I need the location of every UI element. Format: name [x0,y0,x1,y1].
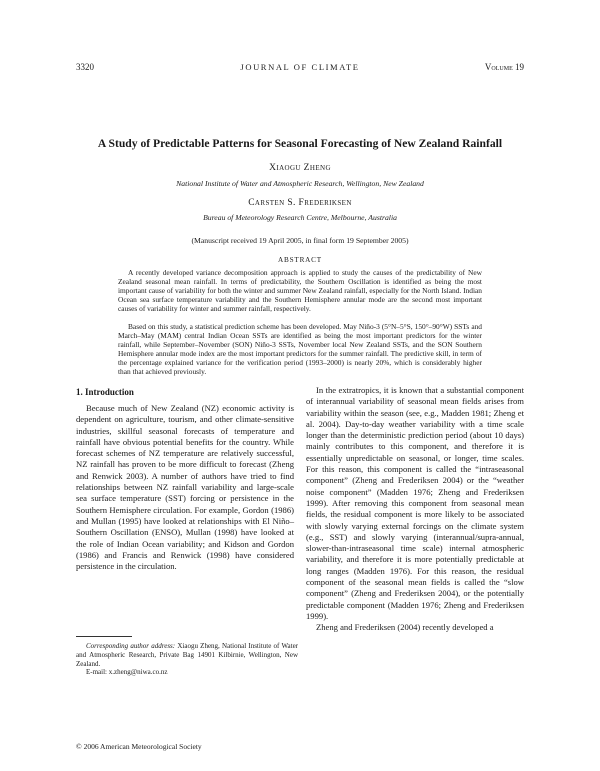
abstract-paragraph-1: A recently developed variance decomposition approach is applied to study the causes of the predictability of New Zealand seasonal mean rainfall. In terms of predictability, the Southern Oscillation is identified as being the most important cause of variability for both the winter and summer New Zealand rainfall, especially for the North Island. Indian Ocean sea surface temperature variability and the Southern Hemisphere annular mode are the second most important causes of variability for winter and summer rainfall, respectively. [118,268,482,313]
footnote-email: E-mail: x.zheng@niwa.co.nz [86,668,168,677]
footnote-text: Xiaogu Zheng, National Institute of Water and Atmospheric Research, Private Bag 14901 Kilbirnie, Wellington, New Zealand. [76,642,299,668]
running-header [76,62,524,74]
body-paragraph: Because much of New Zealand (NZ) economic activity is dependent on agriculture, tourism, and other climate-sensitive industries, skillful seasonal forecasts of temperature and rainfall have obvious potential benefits for the country. While forecast schemes of NZ temperature are relatively successful, NZ rainfall has proven to be more difficult to forecast (Zheng and Renwick 2003). A number of authors have tried to find relationships between NZ rainfall variability and large-scale sea surface temperature (SST) forcing or persistence in the Southern Hemisphere circulation. For example, Gordon (1986) and Mullan (1995) have looked at relationships with El Niño–Southern Oscillation (ENSO), Mullan (1998) have looked at the role of Indian Ocean variability; and Kidson and Gordon (1986) and Francis and Renwick (1998) have considered persistence in the circulation. [76,403,294,572]
author-affiliation-1: National Institute of Water and Atmospheric Research, Wellington, New Zealand [176,179,424,188]
author-name-1: Xiaogu Zheng [269,163,331,173]
article-title: A Study of Predictable Patterns for Seasonal Forecasting of New Zealand Rainfall [97,137,503,150]
author-affiliation-2: Bureau of Meteorology Research Centre, Melbourne, Australia [203,213,397,222]
footnote-label: Corresponding author address: [86,642,176,650]
author-name-2: Carsten S. Frederiksen [248,198,352,208]
abstract-paragraph-2: Based on this study, a statistical prediction scheme has been developed. May Niño-3 (5°N–5°S, 150°–90°W) SSTs and March–May (MAM) central Indian Ocean SSTs are identified as being the most important predictors for the winter rainfall, while September–November (SON) Niño-3 SSTs, November local New Zealand SSTs, and the SON Southern Hemisphere annular mode index are the most important predictors for the summer rainfall. The predictive skill, in term of the percentage explained variance for the verification period (1993–2000) is nearly 20%, which is considerably higher than that achieved previously. [118,322,482,376]
copyright-notice: © 2006 American Meteorological Society [76,742,202,751]
footnote [76,642,298,677]
page-number: 3320 [76,62,94,72]
section-heading: 1. Introduction [76,387,134,397]
left-column [76,403,294,572]
body-paragraph: Zheng and Frederiksen (2004) recently developed a [316,622,494,633]
volume-label: Volume 19 [484,62,524,72]
abstract-heading: ABSTRACT [278,256,322,264]
body-paragraph: In the extratropics, it is known that a substantial component of interannual variability of seasonal mean fields arises from variability within the season (see, e.g., Madden 1981; Zheng et al. 2004). Day-to-day weather variability with a time scale longer than the deterministic prediction period (about 10 days) mainly contributes to this component, and therefore it is essentially unpredictable on seasonal, or longer, time scales. For this reason, this component is called the “intraseasonal component” (Zheng and Frederiksen 2004) or the “weather noise component” (Madden 1976; Zheng and Frederiksen 1999). After removing this component from seasonal mean fields, the residual component is more likely to be associated with slowly varying external forcings on the climate system (e.g., SST) and slowly varying (interannual/supra-annual, slower-than-intraseasonal time scale) internal atmospheric variability, and therefore it is more potentially predictable at long ranges (Madden 1976). For this reason, the residual component of the seasonal mean fields is called the “slow component” (Zheng and Frederiksen 2004), or the potentially predictable component (Madden 1976; Zheng and Frederiksen 1999). [306,385,524,621]
manuscript-dates: (Manuscript received 19 April 2005, in final form 19 September 2005) [191,236,409,245]
footnote-rule [76,636,132,637]
right-column [306,385,524,634]
journal-name: JOURNAL OF CLIMATE [240,62,360,72]
